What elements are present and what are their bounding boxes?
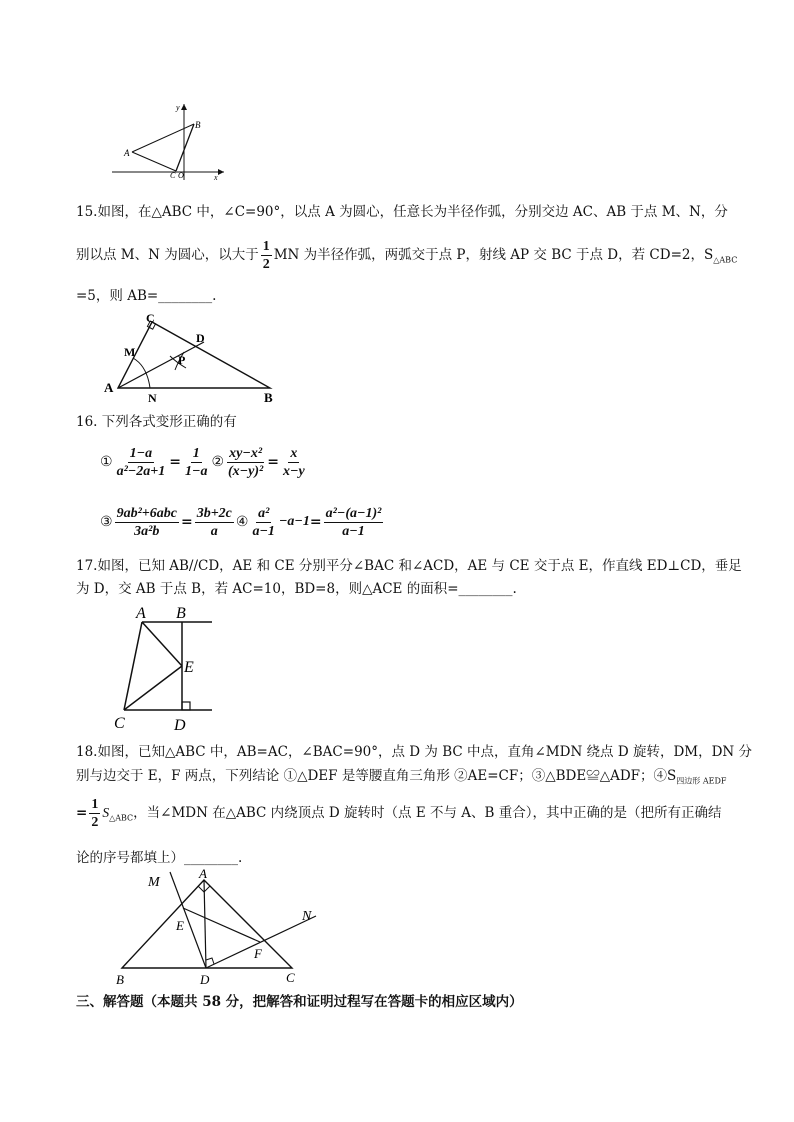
q18-label-c: C bbox=[286, 970, 295, 985]
q15-fraction bbox=[261, 238, 272, 273]
q14-figure bbox=[112, 100, 232, 180]
q16-row-2 bbox=[100, 500, 385, 544]
q14-label-a: A bbox=[124, 148, 130, 158]
q18-label-f: F bbox=[254, 946, 262, 961]
q15-label-n: N bbox=[148, 391, 157, 404]
q15-label-b: B bbox=[264, 390, 273, 404]
section-3-heading: 三、解答题（本题共 58 分，把解答和证明过程写在答题卡的相应区域内） bbox=[76, 994, 523, 1010]
q17-label-a: A bbox=[136, 605, 146, 622]
q17-line-1: 17.如图，已知 AB//CD，AE 和 CE 分别平分∠BAC 和∠ACD，AE 与 CE 交于点 E，作直线 ED⊥CD，垂足 bbox=[76, 558, 742, 574]
q16-item1-lhs bbox=[115, 445, 168, 480]
q18-fraction bbox=[89, 796, 100, 831]
q18-line-4: 论的序号都填上）________. bbox=[76, 850, 243, 866]
q15-line-2-post: MN 为半径作弧，两弧交于点 P，射线 AP 交 BC 于点 D，若 CD=2，S bbox=[273, 247, 714, 263]
q18-line-3-sub: △ABC bbox=[109, 813, 134, 823]
q17-label-b: B bbox=[176, 605, 186, 622]
q15-label-a: A bbox=[104, 380, 114, 395]
q16-item3-lhs bbox=[115, 505, 179, 540]
q16-mark-4: ④ bbox=[235, 514, 249, 530]
q16-item3-rhs bbox=[195, 505, 234, 540]
q16-item4-rnum: a²−(a−1)² bbox=[325, 505, 382, 521]
q16-mark-3: ③ bbox=[100, 514, 113, 530]
q15-label-d: D bbox=[196, 331, 205, 345]
q18-label-b: B bbox=[116, 972, 124, 986]
q16-item3-eq: = bbox=[180, 514, 193, 530]
q16-row-1 bbox=[100, 440, 309, 484]
q15-line-2-pre: 别以点 M、N 为圆心，以大于 bbox=[76, 247, 259, 263]
q15-line-1: 15.如图，在△ABC 中，∠C=90°，以点 A 为圆心，任意长为半径作弧，分别交边 AC、AB 于点 M、N，分 bbox=[76, 204, 728, 220]
q16-mark-1: ① bbox=[100, 454, 113, 470]
q18-line-1: 18.如图，已知△ABC 中，AB=AC，∠BAC=90°，点 D 为 BC 中点，直角∠MDN 绕点 D 旋转，DM，DN 分 bbox=[76, 744, 753, 760]
q16-item2-eq: = bbox=[267, 454, 279, 470]
q15-line-2 bbox=[76, 238, 737, 272]
q18-line-3-s: S bbox=[102, 805, 110, 820]
q15-label-p: P bbox=[178, 353, 186, 367]
q16-item2-den: (x−y)² bbox=[228, 463, 264, 479]
q18-fraction-num: 1 bbox=[91, 797, 99, 812]
q15-line-3: =5，则 AB=________. bbox=[76, 288, 217, 304]
q17-label-c: C bbox=[114, 715, 125, 732]
q18-line-2 bbox=[76, 766, 726, 792]
q16-item2-rnum: x bbox=[290, 445, 298, 461]
q15-line-2-sub: △ABC bbox=[713, 255, 738, 265]
q16-item1-eq: = bbox=[169, 454, 181, 470]
q18-line-2-text: 别与边交于 E，F 两点，下列结论 ①△DEF 是等腰直角三角形 ②AE=CF；③△BDE≌△ADF；④S bbox=[76, 768, 677, 784]
q16-item1-rden: 1−a bbox=[184, 463, 208, 479]
q18-label-d: D bbox=[200, 972, 210, 986]
q16-item4-lhs bbox=[250, 505, 276, 540]
q14-label-o: O bbox=[178, 171, 184, 180]
q16-item3-rnum: 3b+2c bbox=[196, 505, 232, 521]
q17-figure bbox=[110, 602, 220, 734]
q16-item4-eq: = bbox=[309, 514, 322, 530]
q17-label-e: E bbox=[184, 659, 194, 676]
q18-figure bbox=[110, 868, 330, 986]
q15-figure bbox=[100, 312, 290, 404]
q14-label-b: B bbox=[195, 120, 201, 130]
q16-item3-den: 3a²b bbox=[134, 523, 160, 539]
q15-fraction-den: 2 bbox=[262, 257, 270, 272]
q18-label-e: E bbox=[176, 918, 184, 933]
q18-line-3-post: ，当∠MDN 在△ABC 内绕顶点 D 旋转时（点 E 不与 A、B 重合），其中正确的是（把所有正确结 bbox=[133, 805, 722, 821]
q16-mark-2: ② bbox=[211, 454, 225, 470]
q18-label-a: A bbox=[199, 868, 207, 881]
q16-title: 16. 下列各式变形正确的有 bbox=[76, 414, 237, 430]
q16-item2-num: xy−x² bbox=[229, 445, 263, 461]
q16-item3-rden: a bbox=[210, 523, 218, 539]
q18-line-3-eq: = bbox=[76, 805, 88, 821]
q14-label-x: x bbox=[214, 173, 218, 180]
q16-item2-rhs bbox=[281, 445, 307, 480]
q16-item2-lhs bbox=[226, 445, 265, 480]
q16-item3-num: 9ab²+6abc bbox=[116, 505, 177, 521]
q18-line-2-sub: 四边形 AEDF bbox=[676, 776, 727, 786]
q14-label-c: C bbox=[170, 171, 176, 180]
q16-item1-den: a²−2a+1 bbox=[116, 463, 166, 479]
q14-label-y: y bbox=[176, 103, 180, 112]
q16-item4-mid: −a−1 bbox=[278, 514, 310, 529]
q16-item1-rhs bbox=[183, 445, 209, 480]
q18-label-n: N bbox=[302, 909, 312, 924]
q15-label-m: M bbox=[124, 345, 136, 359]
q15-fraction-num: 1 bbox=[262, 239, 270, 254]
q16-item1-num: 1−a bbox=[129, 445, 153, 461]
q16-item4-rhs bbox=[324, 505, 384, 540]
q17-line-2: 为 D，交 AB 于点 B，若 AC=10，BD=8，则△ACE 的面积=________. bbox=[76, 581, 517, 597]
q18-line-3 bbox=[76, 796, 721, 830]
q16-item4-den: a−1 bbox=[252, 523, 275, 539]
q15-label-c: C bbox=[146, 312, 155, 325]
q18-label-m: M bbox=[148, 875, 160, 890]
q18-fraction-den: 2 bbox=[91, 815, 99, 830]
q17-label-d: D bbox=[174, 717, 186, 734]
q16-item4-rden: a−1 bbox=[342, 523, 365, 539]
q16-item2-rden: x−y bbox=[282, 463, 305, 479]
q16-item4-num: a² bbox=[258, 505, 270, 521]
q16-item1-rnum: 1 bbox=[192, 445, 200, 461]
